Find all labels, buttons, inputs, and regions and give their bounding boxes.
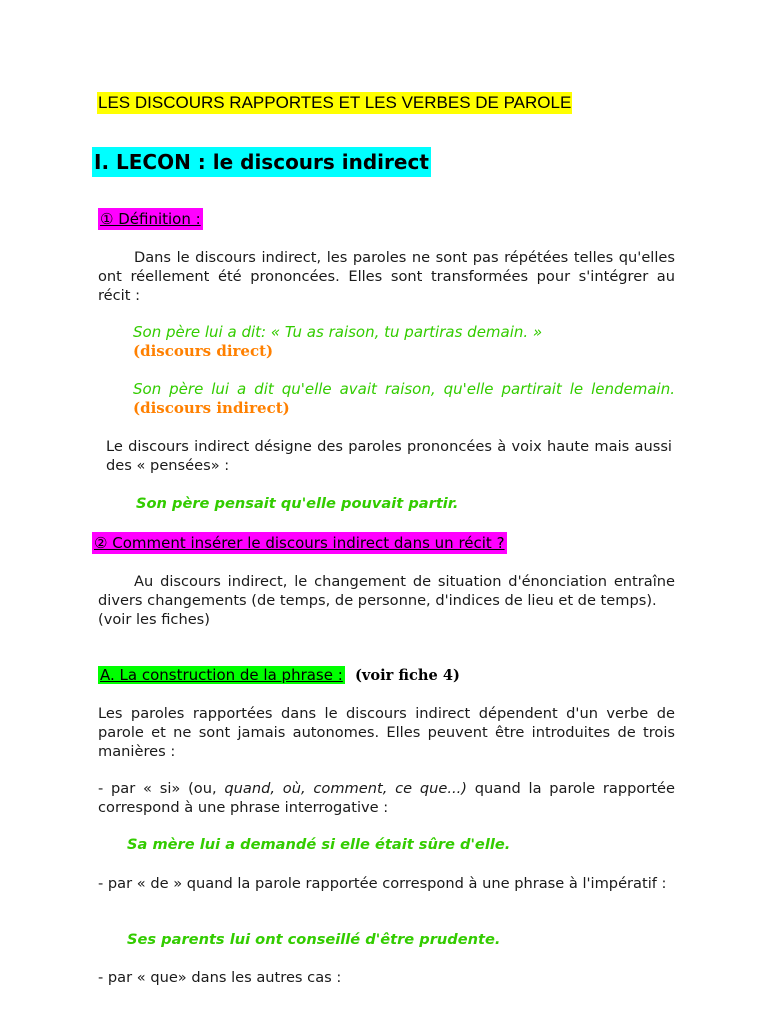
example-indirect-tag: (discours indirect) (133, 399, 290, 417)
thoughts-note: Le discours indirect désigne des paroles prononcées à voix haute mais aussi des « pensées» : (106, 438, 672, 474)
definition-heading: ① Définition : (100, 210, 201, 228)
construction-heading: A. La construction de la phrase : (100, 666, 343, 684)
definition-paragraph (98, 248, 675, 305)
definition-text: Dans le discours indirect, les paroles ne sont pas répétées telles qu'elles ont réellement été prononcées. Elles sont transformées pour s'intégrer au récit : (98, 249, 675, 304)
example-indirect (133, 380, 675, 418)
example-thought: Son père pensait qu'elle pouvait partir. (136, 495, 459, 512)
construction-ref: (voir fiche 4) (354, 667, 460, 684)
example-de: Ses parents lui ont conseillé d'être prudente. (127, 931, 501, 948)
item-si-suffix: quand la parole rapportée correspond à une phrase interrogative : (98, 780, 675, 816)
example-direct-quote: Son père lui a dit: « Tu as raison, tu partiras demain. » (133, 323, 543, 341)
insertion-heading: ② Comment insérer le discours indirect dans un récit ? (94, 534, 505, 552)
item-de: - par « de » quand la parole rapportée correspond à une phrase à l'impératif : (98, 875, 667, 892)
item-si (98, 779, 675, 817)
insertion-paragraph (98, 572, 675, 629)
document-title: LES DISCOURS RAPPORTES ET LES VERBES DE PAROLE (98, 93, 572, 112)
example-direct (133, 323, 675, 361)
example-indirect-quote: Son père lui a dit qu'elle avait raison, qu'elle partirait le lendemain. (133, 380, 675, 398)
lesson-heading: I. LECON : le discours indirect (92, 147, 431, 177)
example-si: Sa mère lui a demandé si elle était sûre d'elle. (127, 836, 511, 853)
item-que: - par « que» dans les autres cas : (98, 969, 342, 986)
see-sheets-text: (voir les fiches) (98, 611, 210, 628)
construction-heading-line (98, 665, 460, 685)
construction-paragraph: Les paroles rapportées dans le discours indirect dépendent d'un verbe de parole et ne sont jamais autonomes. Elles peuvent être introduites de trois manières : (98, 705, 675, 760)
insertion-text: Au discours indirect, le changement de situation d'énonciation entraîne divers changements (de temps, de personne, d'indices de lieu et de temps). (98, 573, 675, 609)
item-si-prefix: - par « si» (ou, (98, 780, 225, 797)
item-si-italic: quand, où, comment, ce que...) (224, 780, 467, 797)
example-direct-tag: (discours direct) (133, 342, 274, 360)
